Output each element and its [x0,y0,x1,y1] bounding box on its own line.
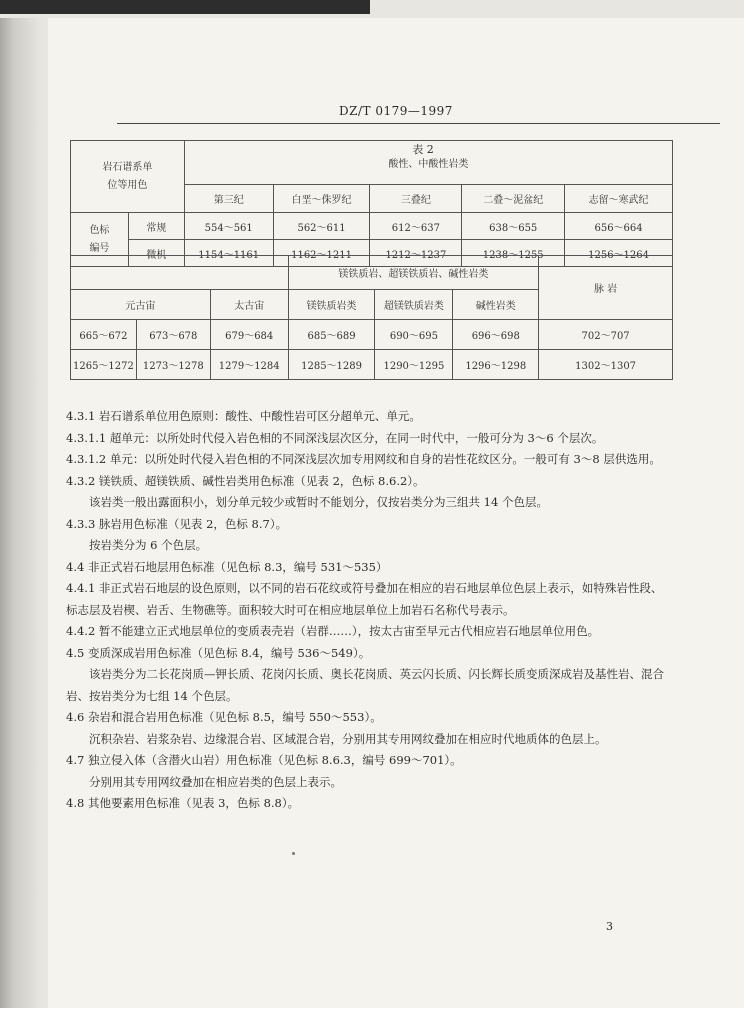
table-cell: 685～689 [288,320,375,350]
header-rule [117,123,720,124]
table-cell: 690～695 [375,320,453,350]
table-cell: 1154～1161 [184,240,273,267]
row-label: 常规 [128,213,184,240]
subgroup-header: 碱性岩类 [453,290,539,320]
table-cell: 1302～1307 [539,350,673,380]
table-caption: 表 2 [412,143,434,156]
paragraph: 4.3.1.2 单元：以所处时代侵入岩色相的不同深浅层次加专用网纹和自身的岩性花纹区分。一般可有 3～8 层供选用。 [66,452,661,466]
paragraph: 4.6 杂岩和混合岩用色标准（见色标 8.5，编号 550～553）。 [66,710,382,724]
table-2-acidic [70,140,673,267]
table-cell: 1290～1295 [375,350,453,380]
scan-bottom-strip [0,1008,744,1024]
paragraph: 4.3.2 镁铁质、超镁铁质、碱性岩类用色标准（见表 2，色标 8.6.2）。 [66,473,425,488]
paragraph: 4.7 独立侵入体（含潜火山岩）用色标准（见色标 8.6.3，编号 699～701）。 [66,753,462,767]
paragraph: 4.4.1 非正式岩石地层的设色原则，以不同的岩石花纹或符号叠加在相应的岩石地层单位色层上表示，如特殊岩性段、标志层及岩楔、岩舌、生物礁等。面积较大时可在相应地层单位上加岩石名称代号表示。 [66,581,663,617]
table-cell: 702～707 [539,320,673,350]
table-cell: 1279～1284 [210,350,288,380]
paragraph: 4.5 变质深成岩用色标准（见色标 8.4，编号 536～549）。 [66,645,371,660]
subgroup-header: 镁铁质岩类 [288,290,375,320]
paragraph: 该岩类分为二长花岗质—钾长质、花岗闪长质、奥长花岗质、英云闪长质、闪长辉长质变质深成岩及基性岩、混合岩、按岩类分为七组 14 个色层。 [66,667,664,703]
dike-header: 脉 岩 [539,256,673,320]
paragraph: 该岩类一般出露面积小，划分单元较少或暂时不能划分，仅按岩类分为三组共 14 个色层。 [89,495,548,509]
table-cell: 1238～1255 [462,240,565,267]
scan-dark-band [0,0,370,14]
body-text [66,406,666,815]
row-label: 微机 [128,240,184,267]
paragraph: 4.3.1.1 超单元：以所处时代侵入岩色相的不同深浅层次区分，在同一时代中，一般可分为 3～6 个层次。 [66,430,604,445]
empty-header-cell [71,256,289,290]
table-cell: 1296～1298 [453,350,539,380]
paragraph: 分别用其专用网纹叠加在相应岩类的色层上表示。 [89,774,342,789]
table-cell: 1285～1289 [288,350,375,380]
mafic-group-header: 镁铁质岩、超镁铁质岩、碱性岩类 [288,256,539,290]
period-header: 二叠～泥盆纪 [462,185,565,213]
table-cell: 1273～1278 [136,350,210,380]
scan-top-strip [0,0,744,18]
table-cell: 1256～1264 [565,240,673,267]
period-header: 志留～寒武纪 [565,185,673,213]
paragraph: 4.4 非正式岩石地层用色标准（见色标 8.3，编号 531～535） [66,559,388,574]
table-cell: 665～672 [71,320,137,350]
paragraph: 沉积杂岩、岩浆杂岩、边缘混合岩、区域混合岩，分别用其专用网纹叠加在相应时代地质体的色层上。 [89,731,607,746]
stray-mark [292,852,295,855]
table-cell: 638～655 [462,213,565,240]
table-cell: 1212～1237 [370,240,462,267]
paragraph: 4.4.2 暂不能建立正式地层单位的变质表壳岩（岩群……），按太古宙至早元古代相应岩石地层单位用色。 [66,624,600,638]
table-cell: 612～637 [370,213,462,240]
archean-header: 太古宙 [210,290,288,320]
color-code-header: 色标 编号 [71,213,129,267]
period-header: 白垩～侏罗纪 [273,185,370,213]
table-cell: 562～611 [273,213,370,240]
page-number: 3 [606,920,613,933]
paragraph: 4.8 其他要素用色标准（见表 3，色标 8.8）。 [66,796,300,810]
table-cell: 679～684 [210,320,288,350]
subgroup-header: 超镁铁质岩类 [375,290,453,320]
period-header: 第三纪 [184,185,273,213]
table-cell: 656～664 [565,213,673,240]
paragraph: 4.3.3 脉岩用色标准（见表 2，色标 8.7）。 [66,516,288,531]
table-cell: 554～561 [184,213,273,240]
paragraph: 4.3.1 岩石谱系单位用色原则：酸性、中酸性岩可区分超单元、单元。 [66,409,421,423]
table-2-mafic [70,255,673,380]
paragraph: 按岩类分为 6 个色层。 [89,538,208,552]
acidic-group-header: 酸性、中酸性岩类 [184,141,672,185]
document-header: DZ/T 0179—1997 [339,104,453,118]
period-header: 三叠纪 [370,185,462,213]
table-cell: 1162～1211 [273,240,370,267]
table-cell: 1265～1272 [71,350,137,380]
table-cell: 673～678 [136,320,210,350]
table-cell: 696～698 [453,320,539,350]
proterozoic-header: 元古宙 [71,290,211,320]
rock-unit-header: 岩石谱系单 位等用色 [71,141,185,213]
